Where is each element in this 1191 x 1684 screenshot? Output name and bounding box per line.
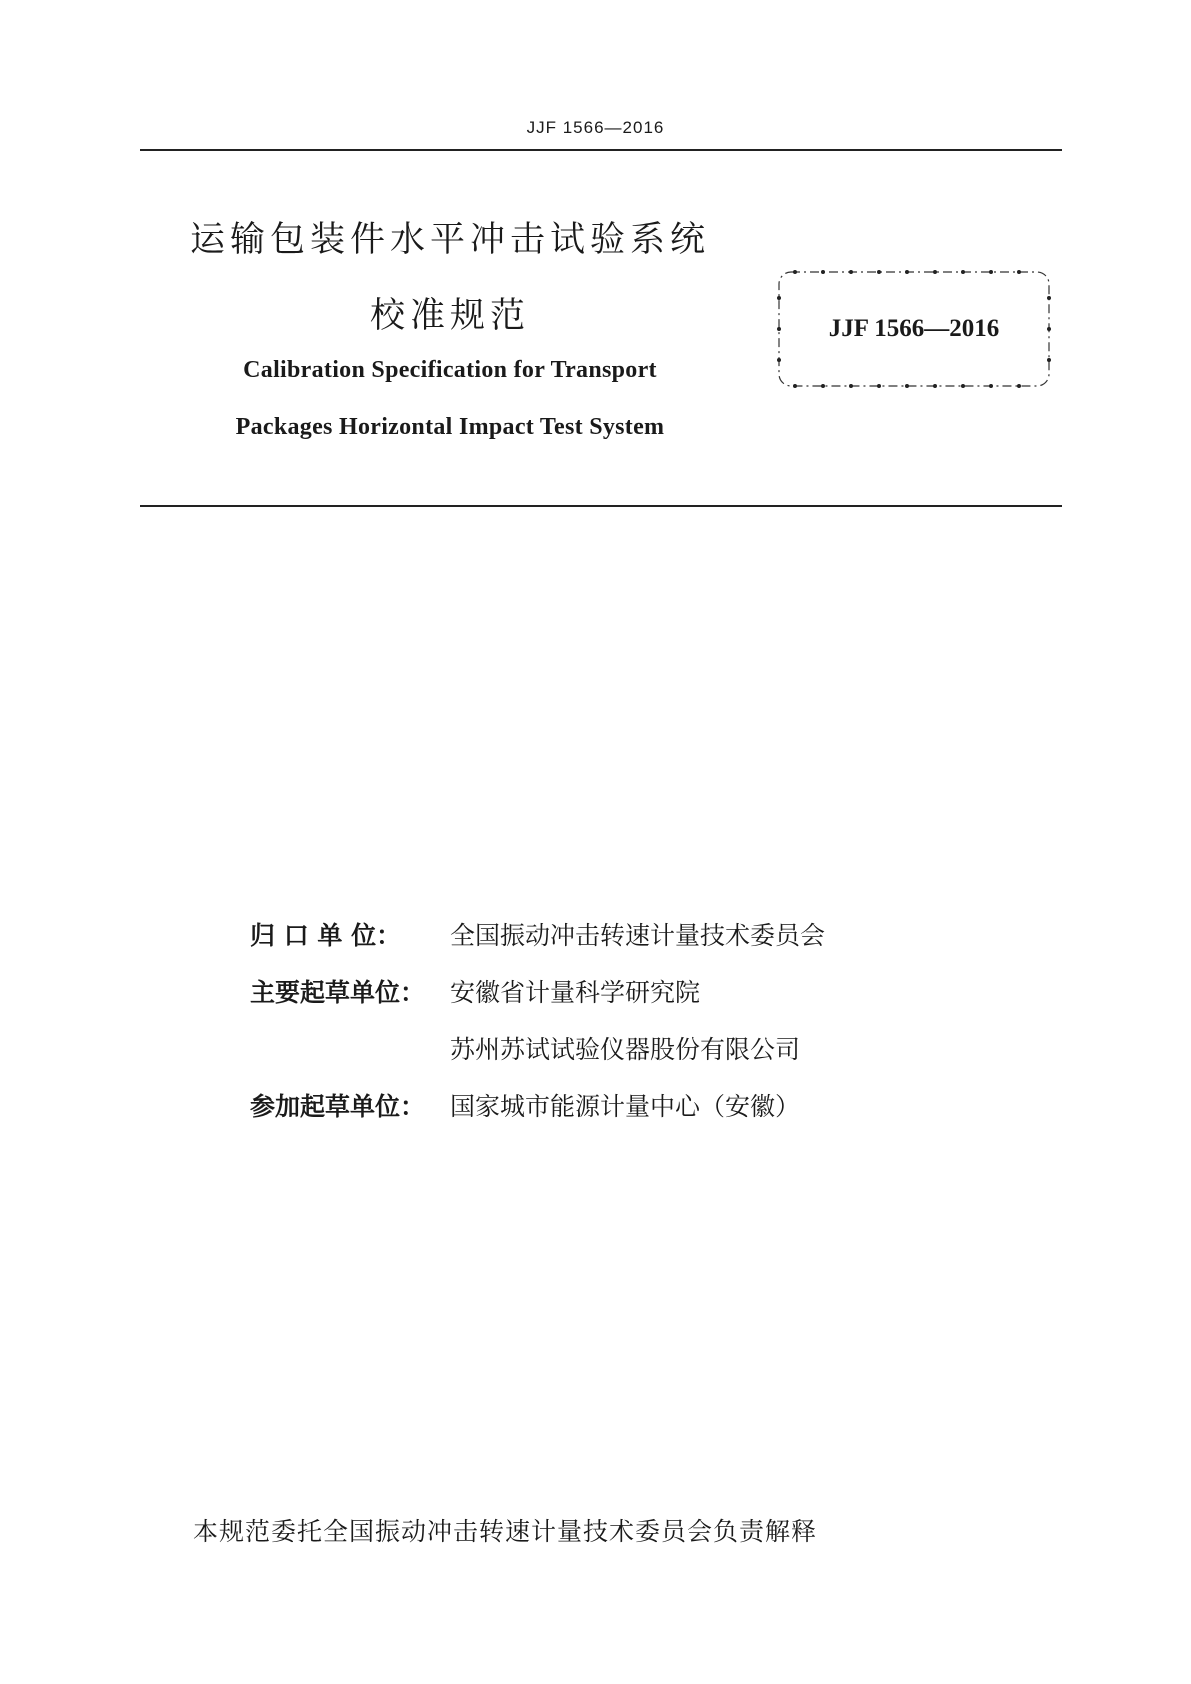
top-divider — [140, 149, 1062, 151]
title-cn-line2: 校准规范 — [369, 296, 530, 336]
org-label: 参加起草单位： — [250, 1092, 426, 1121]
org-value: 苏州苏试试验仪器股份有限公司 — [450, 1035, 801, 1064]
header-standard-code: JJF 1566—2016 — [526, 118, 665, 137]
org-label: 主要起草单位： — [250, 978, 426, 1007]
interpretation-note: 本规范委托全国振动冲击转速计量技术委员会负责解释 — [193, 1517, 818, 1546]
org-label: 归 口 单 位： — [250, 921, 402, 950]
org-value: 安徽省计量科学研究院 — [450, 978, 701, 1007]
title-en-line1: Calibration Specification for Transport — [243, 357, 657, 383]
title-en-line2: Packages Horizontal Impact Test System — [235, 414, 665, 440]
bottom-divider — [140, 505, 1062, 507]
org-value: 国家城市能源计量中心（安徽） — [450, 1092, 801, 1121]
title-cn-line1: 运输包装件水平冲击试验系统 — [189, 220, 710, 260]
org-value: 全国振动冲击转速计量技术委员会 — [450, 921, 826, 950]
standard-code-box — [775, 268, 1053, 390]
standard-code-text: JJF 1566—2016 — [828, 315, 1000, 342]
